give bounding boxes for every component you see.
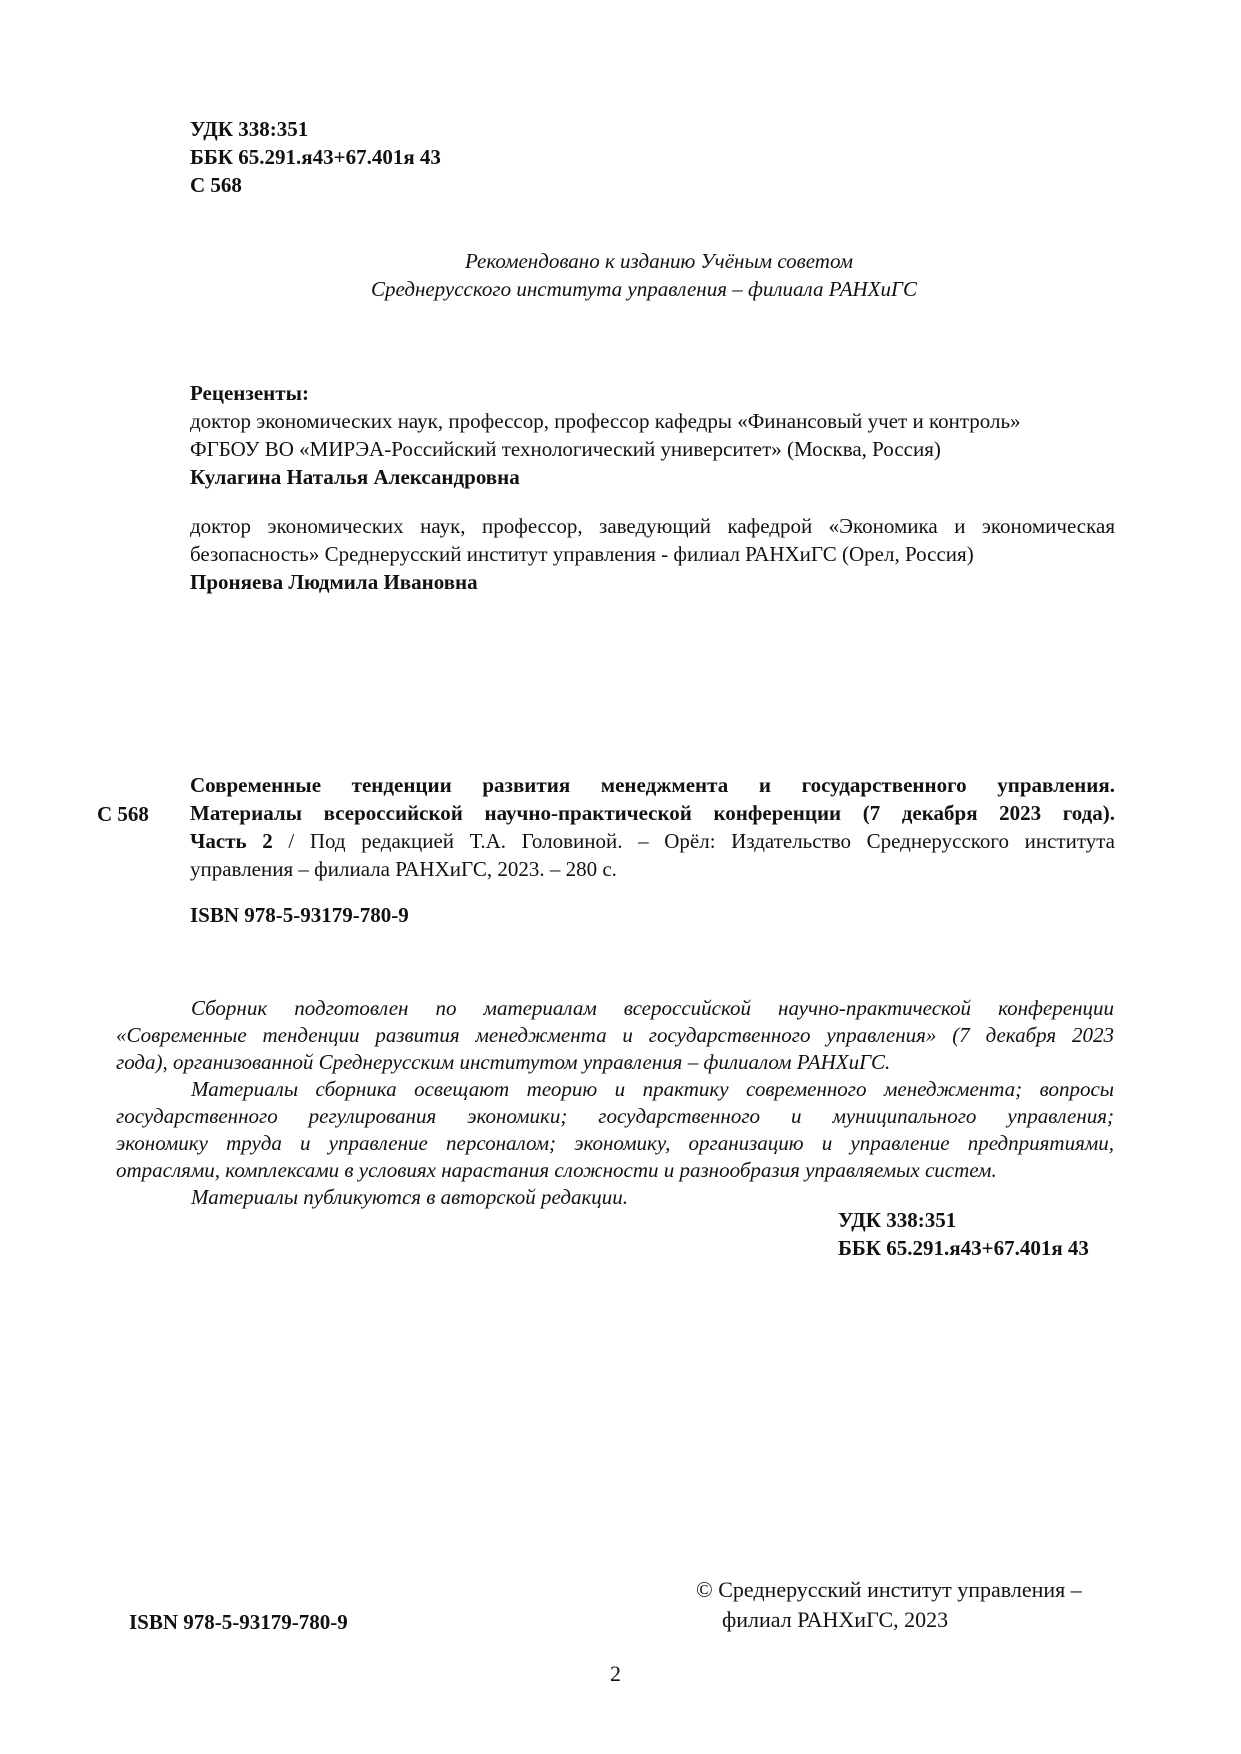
catalog-code: С 568 [97, 802, 149, 826]
catalog-entry [190, 771, 1115, 929]
page-number: 2 [610, 1661, 621, 1686]
reviewer-affiliation: ФГБОУ ВО «МИРЭА-Российский технологический университет» (Москва, Россия) [190, 437, 941, 461]
abstract-line: «Современные тенденции развития менеджмента и государственного управления» (7 декабря 2023 [116, 1023, 1114, 1047]
catalog-imprint-line-2: управления – филиала РАНХиГС, 2023. – 280 с. [190, 857, 617, 881]
reviewer-name: Кулагина Наталья Александровна [190, 465, 520, 489]
reviewers-heading: Рецензенты: [190, 381, 309, 405]
bbk-code: ББК 65.291.я43+67.401я 43 [190, 145, 441, 169]
abstract-line: Сборник подготовлен по материалам всероссийской научно-практической конференции [191, 996, 1114, 1020]
abstract-line: государственного регулирования экономики; государственного и муниципального управления; [116, 1104, 1114, 1128]
reviewers-block [190, 379, 1115, 596]
catalog-title-line-1: Современные тенденции развития менеджмента и государственного управления. [190, 773, 1115, 797]
abstract-line: года), организованной Среднерусским институтом управления – филиалом РАНХиГС. [116, 1050, 891, 1074]
catalog-part: Часть 2 [190, 829, 273, 853]
catalog-isbn: ISBN 978-5-93179-780-9 [190, 903, 409, 927]
footer-isbn: ISBN 978-5-93179-780-9 [129, 1610, 348, 1634]
recommendation-line-1: Рекомендовано к изданию Учёным советом [464, 249, 854, 273]
reviewer-affiliation: безопасность» Среднерусский институт управления - филиал РАНХиГС (Орел, Россия) [190, 542, 974, 566]
abstract-line: Материалы сборника освещают теорию и практику современного менеджмента; вопросы [191, 1077, 1114, 1101]
abstract-line: отраслями, комплексами в условиях нарастания сложности и разнообразия управляемых систем. [116, 1158, 997, 1182]
classification-block [190, 115, 441, 199]
recommendation-line-2: Среднерусского института управления – филиала РАНХиГС [371, 277, 917, 301]
abstract-line: экономику труда и управление персоналом; экономику, организацию и управление предприятиями, [116, 1131, 1114, 1155]
reviewer-entry [190, 407, 1115, 491]
udk-code: УДК 338:351 [190, 117, 309, 141]
abstract-udk: УДК 338:351 [838, 1208, 957, 1232]
catalog-imprint: / Под редакцией Т.А. Головиной. – Орёл: Издательство Среднерусского института [272, 829, 1116, 853]
catalog-imprint-line [190, 827, 1115, 855]
reviewer-position: доктор экономических наук, профессор, профессор кафедры «Финансовый учет и контроль» [190, 409, 1021, 433]
abstract-classification [838, 1206, 1089, 1262]
copyright-line-2: филиал РАНХиГС, 2023 [722, 1607, 949, 1632]
abstract-block [116, 995, 1114, 1211]
abstract-bbk: ББК 65.291.я43+67.401я 43 [838, 1236, 1089, 1260]
reviewer-name: Проняева Людмила Ивановна [190, 570, 478, 594]
catalog-title-line-2: Материалы всероссийской научно-практической конференции (7 декабря 2023 года). [190, 801, 1115, 825]
author-sign-code: С 568 [190, 173, 242, 197]
reviewer-position: доктор экономических наук, профессор, заведующий кафедрой «Экономика и экономическая [190, 514, 1115, 538]
copyright-line-1: © Среднерусский институт управления – [696, 1577, 1082, 1602]
copyright-block [696, 1575, 1082, 1635]
reviewer-entry [190, 512, 1115, 596]
recommendation-block [190, 247, 1098, 303]
abstract-line: Материалы публикуются в авторской редакции. [191, 1185, 629, 1209]
